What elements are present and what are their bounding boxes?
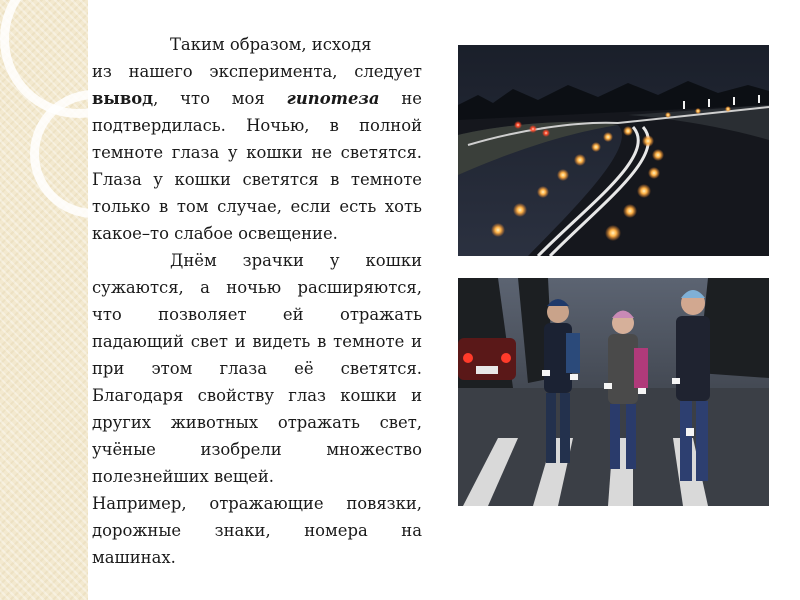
- children-crossing-illustration: [458, 278, 769, 506]
- car-light: [463, 353, 473, 363]
- night-road-photo: [458, 45, 769, 256]
- paragraph-conclusion: [92, 58, 422, 247]
- car-light: [501, 353, 511, 363]
- body-text: [92, 31, 422, 571]
- paragraph-text: из нашего эксперимента, следует: [92, 62, 422, 81]
- children-reflectors-photo: [458, 278, 769, 506]
- night-road-illustration: [458, 45, 769, 256]
- decorative-side-strip: [0, 0, 88, 600]
- license-plate: [476, 366, 498, 374]
- paragraph-text: , что моя: [153, 89, 287, 108]
- intro-line: Таким образом, исходя: [170, 35, 372, 54]
- paragraph-examples: Например, отражающие повязки, дорожные знаки, номера на машинах.: [92, 494, 422, 567]
- conclusion-word: вывод: [92, 89, 154, 108]
- hypothesis-word: гипотеза: [286, 89, 380, 108]
- paragraph-pupils: Днём зрачки у кошки сужаются, а ночью расширяются, что позволяет ей отражать падающий свет и видеть в темноте и при этом глаза её светятся. Благодаря свойству глаз кошки и других животных отражать свет, учёные изобрели множество полезнейших вещей.: [92, 251, 422, 486]
- paragraph-text: не подтвердилась. Ночью, в полной темноте глаза у кошки не светятся. Глаза у кошки светятся в темноте только в том случае, если есть хоть какое–то слабое освещение.: [92, 89, 422, 243]
